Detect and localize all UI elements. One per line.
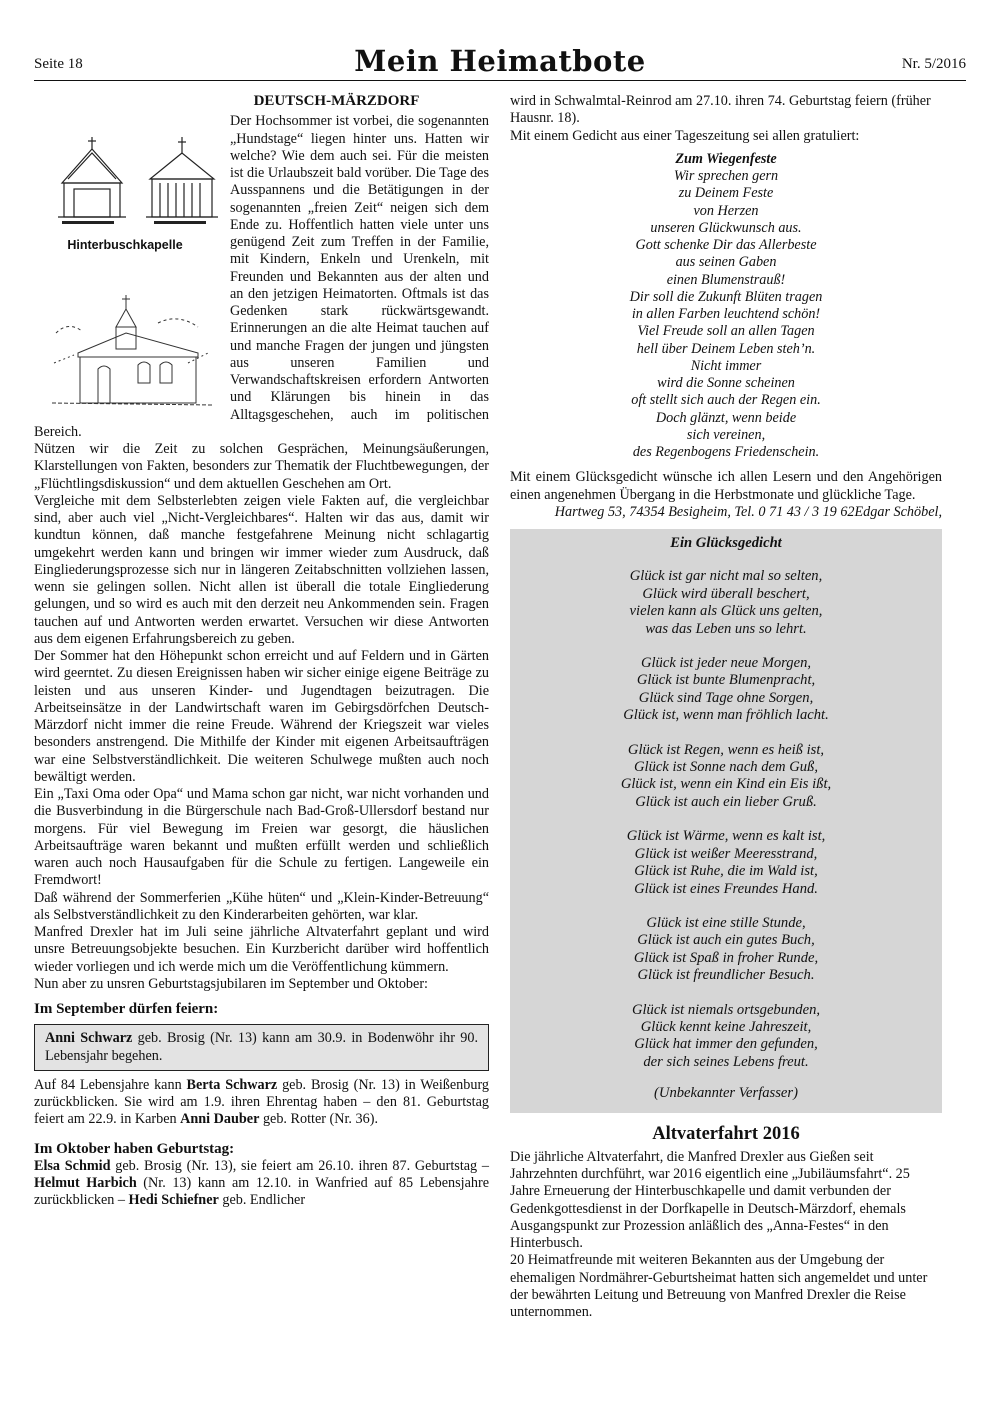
birthday-name: Hedi Schiefner xyxy=(128,1192,219,1209)
stanza: Glück ist niemals ortsgebunden, Glück kennt keine Jahreszeit, Glück hat immer den gefunden, der sich seines Lebens freut. xyxy=(631,1001,821,1070)
masthead-title: Mein Heimatbote xyxy=(354,44,646,78)
poem-line: wird die Sonne scheinen xyxy=(657,375,795,391)
birthday-poem xyxy=(510,151,942,462)
church-sketch-icon xyxy=(48,293,216,415)
poem-line: Dir soll die Zukunft Blüten tragen xyxy=(629,288,823,305)
poem-line: Gott schenke Dir das Allerbeste xyxy=(635,237,817,253)
paragraph: Die jährliche Altvaterfahrt, die Manfred Drexler aus Gießen seit Jahrzehnten durchführt, war 2016 eigentlich eine „Jubiläumsfahrt“. 25 Jahre Erneuerung der Hinterbuschkapelle und damit verbunden der Gedenkgottesdienst in der Dorfkapelle in Deutsch-Märzdorf, ehemals Ausgangspunkt zur Prozession anläßlich des „Anna-Festes“ in den Hinterbusch. xyxy=(510,1148,910,1252)
poem-line: aus seinen Gaben xyxy=(675,254,777,271)
paragraph: Vergleiche mit dem Selbsterlebten zeigen viele Fakten auf, die vergleichbar sind, aber auch viel „Nicht-Vergleichbares“. Halten wir das aus, damit wir kundtun können, daß manche festgefahrene Meinung nicht schlagartig umgekehrt werden kann und bringen wir immer wieder zum Ausdruck, daß Eingliederungsprozesse sich nur in längeren Zeitabschnitten vollziehen lassen, wenn sie gelingen sollen. Nicht allen ist überall die totale Eingliederung gelungen, und so wird es auch mit den derzeit neu Ankommenden sein. Fragen tauchen auf und Antworten werden erwartet. Versuchen wir diese Antworten aus dem eigenen Erfahrungsbereich zu geben. xyxy=(34,492,489,647)
poem-line: hell über Deinem Leben steh’n. xyxy=(636,340,816,357)
highlight-box xyxy=(34,1024,489,1071)
paragraph: wird in Schwalmtal-Reinrod am 27.10. ihren 74. Geburtstag feiern (früher Hausnr. 18). xyxy=(510,93,931,127)
september-heading: Im September dürfen feiern: xyxy=(34,1001,219,1017)
gluecks-title: Ein Glücksgedicht xyxy=(670,535,782,551)
illustration-caption: Hinterbuschkapelle xyxy=(67,238,183,253)
birthday-name: Berta Schwarz xyxy=(186,1076,278,1093)
poem-line: in allen Farben leuchtend schön! xyxy=(631,306,821,322)
stanza: Glück ist jeder neue Morgen, Glück ist bunte Blumenpracht, Glück sind Tage ohne Sorgen, Glück ist, wenn man fröhlich lacht. xyxy=(623,655,829,724)
poem-title: Zum Wiegenfeste xyxy=(675,150,777,167)
signature-address: Hartweg 53, 74354 Besigheim, Tel. 0 71 43 / 3 19 62 xyxy=(554,503,855,520)
chapel-sketch-icon xyxy=(54,135,222,231)
poem-line: einen Blumenstrauß! xyxy=(666,271,786,288)
paragraph: Manfred Drexler hat im Juli seine jährliche Altvaterfahrt geplant und wird unsre Betreuungsobjekte besuchen. Ein Kurzbericht darüber wird hoffentlich wieder vorliegen und ich werde mich um die Veröffentlichung kümmern. xyxy=(34,924,489,975)
poem-line: Nicht immer xyxy=(690,357,762,374)
october-heading: Im Oktober haben Geburtstag: xyxy=(34,1140,235,1157)
stanza: Glück ist eine stille Stunde, Glück ist auch ein gutes Buch, Glück ist Spaß in froher Runde, Glück ist freundlicher Besuch. xyxy=(633,914,819,984)
stanza: Glück ist gar nicht mal so selten, Glück wird überall beschert, vielen kann als Glück uns gelten, was das Leben uns so lehrt. xyxy=(629,568,823,637)
stanza: Glück ist Wärme, wenn es kalt ist, Glück ist weißer Meeresstrand, Glück ist Ruhe, die im Wald ist, Glück ist eines Freundes Hand. xyxy=(626,828,826,897)
poem-line: sich vereinen, xyxy=(686,426,766,443)
paragraph: Ein „Taxi Oma oder Opa“ und Mama schon gar nicht, war nicht vorhanden und die Busverbindung in die Bürgerschule nach Bad-Groß-Ullersdorf bestand nur morgens. Für viel Bewegung im Freien war gesorgt, die häuslichen Arbeitsaufträge waren bekannt und mußten erfüllt werden und schließlich waren auch noch Hausaufgaben für die Schule zu fertigen. Langeweile ein Fremdwort! xyxy=(34,786,489,889)
poem-line: unseren Glückwunsch aus. xyxy=(650,219,802,236)
header-rule xyxy=(34,80,966,81)
paragraph: Daß während der Sommerferien „Kühe hüten“ und „Klein-Kinder-Betreuung“ als Selbstverständlichkeit zu den Kinderarbeiten gehörten, war klar. xyxy=(34,889,489,923)
poem-line: Wir sprechen gern xyxy=(673,168,779,184)
birthday-name: Anni Dauber xyxy=(180,1111,260,1128)
birthday-name: Anni Schwarz xyxy=(45,1030,133,1047)
page-header xyxy=(34,44,966,80)
paragraph: Nun aber zu unsren Geburtstagsjubilaren im September und Oktober: xyxy=(34,975,428,992)
gluecks-author: (Unbekannter Verfasser) xyxy=(654,1085,798,1102)
right-column xyxy=(510,93,942,1321)
poem-line: von Herzen xyxy=(693,202,759,219)
altvater-title: Altvaterfahrt 2016 xyxy=(652,1123,800,1144)
poem-line: Doch glänzt, wenn beide xyxy=(655,409,797,426)
september-paragraph: Auf 84 Lebensjahre kann Berta Schwarz geb. Brosig (Nr. 13) in Weißenburg zurückblicken. Sie wird am 1.9. ihren Ehrentag haben – den 81. Geburtstag feiert am 22.9. in Karben Anni Dauber geb. Rotter (Nr. 36). xyxy=(34,1076,489,1128)
section-title: DEUTSCH-MÄRZDORF xyxy=(253,93,420,109)
poem-line: oft stellt sich auch der Regen ein. xyxy=(631,392,821,409)
birthday-text: geb. Brosig (Nr. 13) kann am 30.9. in Bodenwöhr ihr 90. Lebensjahr begehen. xyxy=(45,1030,478,1064)
paragraph: 20 Heimatfreunde mit weiteren Bekannten aus der Umgebung der ehemaligen Nordmährer-Geburtsheimat hatten sich angemeldet und unter der bewährten Leitung und Betreuung von Manfred Drexler die Reise unternommen. xyxy=(510,1252,928,1321)
gluecks-poem-box xyxy=(510,529,942,1113)
paragraph: Der Sommer hat den Höhepunkt schon erreicht und auf Feldern und in Gärten wird geerntet. Zu diesen Ereignissen haben wir sicher einige eigene Beiträge zu leisten und aus unseren Kinder- und Jugendtagen beizutragen. Die Arbeitseinsätze in der Landwirtschaft waren im Gebirgsdörfchen Deutsch-Märzdorf nicht immer die reine Freude. Während der Kriegszeit war vieles besonders anstrengend. Die Mithilfe der Kinder mit eigenen Arbeitsaufträgen war eine Selbstverständlichkeit. Die weiteren Schulwege mußten auch noch bewältigt werden. xyxy=(34,648,489,785)
birthday-name: Helmut Harbich xyxy=(34,1175,137,1191)
paragraph: Nützen wir die Zeit zu solchen Gesprächen, Meinungsäußerungen, Klarstellungen von Fakten, besonders zur Thematik der Fluchtbewegungen, der „Flüchtlingsdiskussion“ und dem aktuellen Geschehen am Ort. xyxy=(34,441,489,492)
birthday-name: Elsa Schmid xyxy=(34,1157,111,1174)
closing-paragraph: Mit einem Glücksgedicht wünsche ich allen Lesern und den Angehörigen einen angenehmen Übergang in die Herbstmonate und glückliche Tage. Edgar Schöbel, xyxy=(510,469,942,520)
paragraph: Der Hochsommer ist vorbei, die sogenannten „Hundstage“ liegen hinter uns. Hatten wir welche? Wie dem auch sei. Für die meisten ist die Urlaubszeit bald vorüber. Die Tage des Ausspannens und die Betätigungen in der sogenannten „freien Zeit“ neigen sich dem Ende zu. Hoffentlich hatten viele unter uns genügend Zeit zum Treffen in der Familie, mit Kindern, Enkeln und Urenkeln, mit Freunden und Bekannten aus der alten und an den jetzigen Heimatorten. Oftmals ist das Gedenken stark rückwärtsgewandt. Erinnerungen an die alte Heimat tauchen auf und manche Fragen der jungen und jüngsten aus unseren Familien und Verwandschaftskreisen erfordern Antworten und Klärungen bis hinein in das Alltagsgeschehen, auch im politischen Bereich. xyxy=(34,113,489,440)
paragraph: Mit einem Gedicht aus einer Tageszeitung sei allen gratuliert: xyxy=(510,127,860,144)
poem-line: zu Deinem Feste xyxy=(678,185,774,202)
left-column xyxy=(34,93,489,1210)
signature-name: Edgar Schöbel, xyxy=(854,503,942,520)
poem-line: des Regenbogens Friedenschein. xyxy=(632,444,820,460)
page-number: Seite 18 xyxy=(34,56,83,72)
stanza: Glück ist Regen, wenn es heiß ist, Glück ist Sonne nach dem Guß, Glück ist, wenn ein Kind ein Eis ißt, Glück ist auch ein lieber Gruß. xyxy=(620,741,832,810)
poem-line: Viel Freude soll an allen Tagen xyxy=(637,323,815,340)
chapel-illustrations xyxy=(34,113,222,415)
issue-number: Nr. 5/2016 xyxy=(901,56,966,72)
october-paragraph: Elsa Schmid geb. Brosig (Nr. 13), sie feiert am 26.10. ihren 87. Geburtstag – Helmut Harbich (Nr. 13) kann am 12.10. in Wanfried auf 85 Lebensjahre zurückblicken – Hedi Schiefner geb. Endlicher xyxy=(34,1157,489,1209)
